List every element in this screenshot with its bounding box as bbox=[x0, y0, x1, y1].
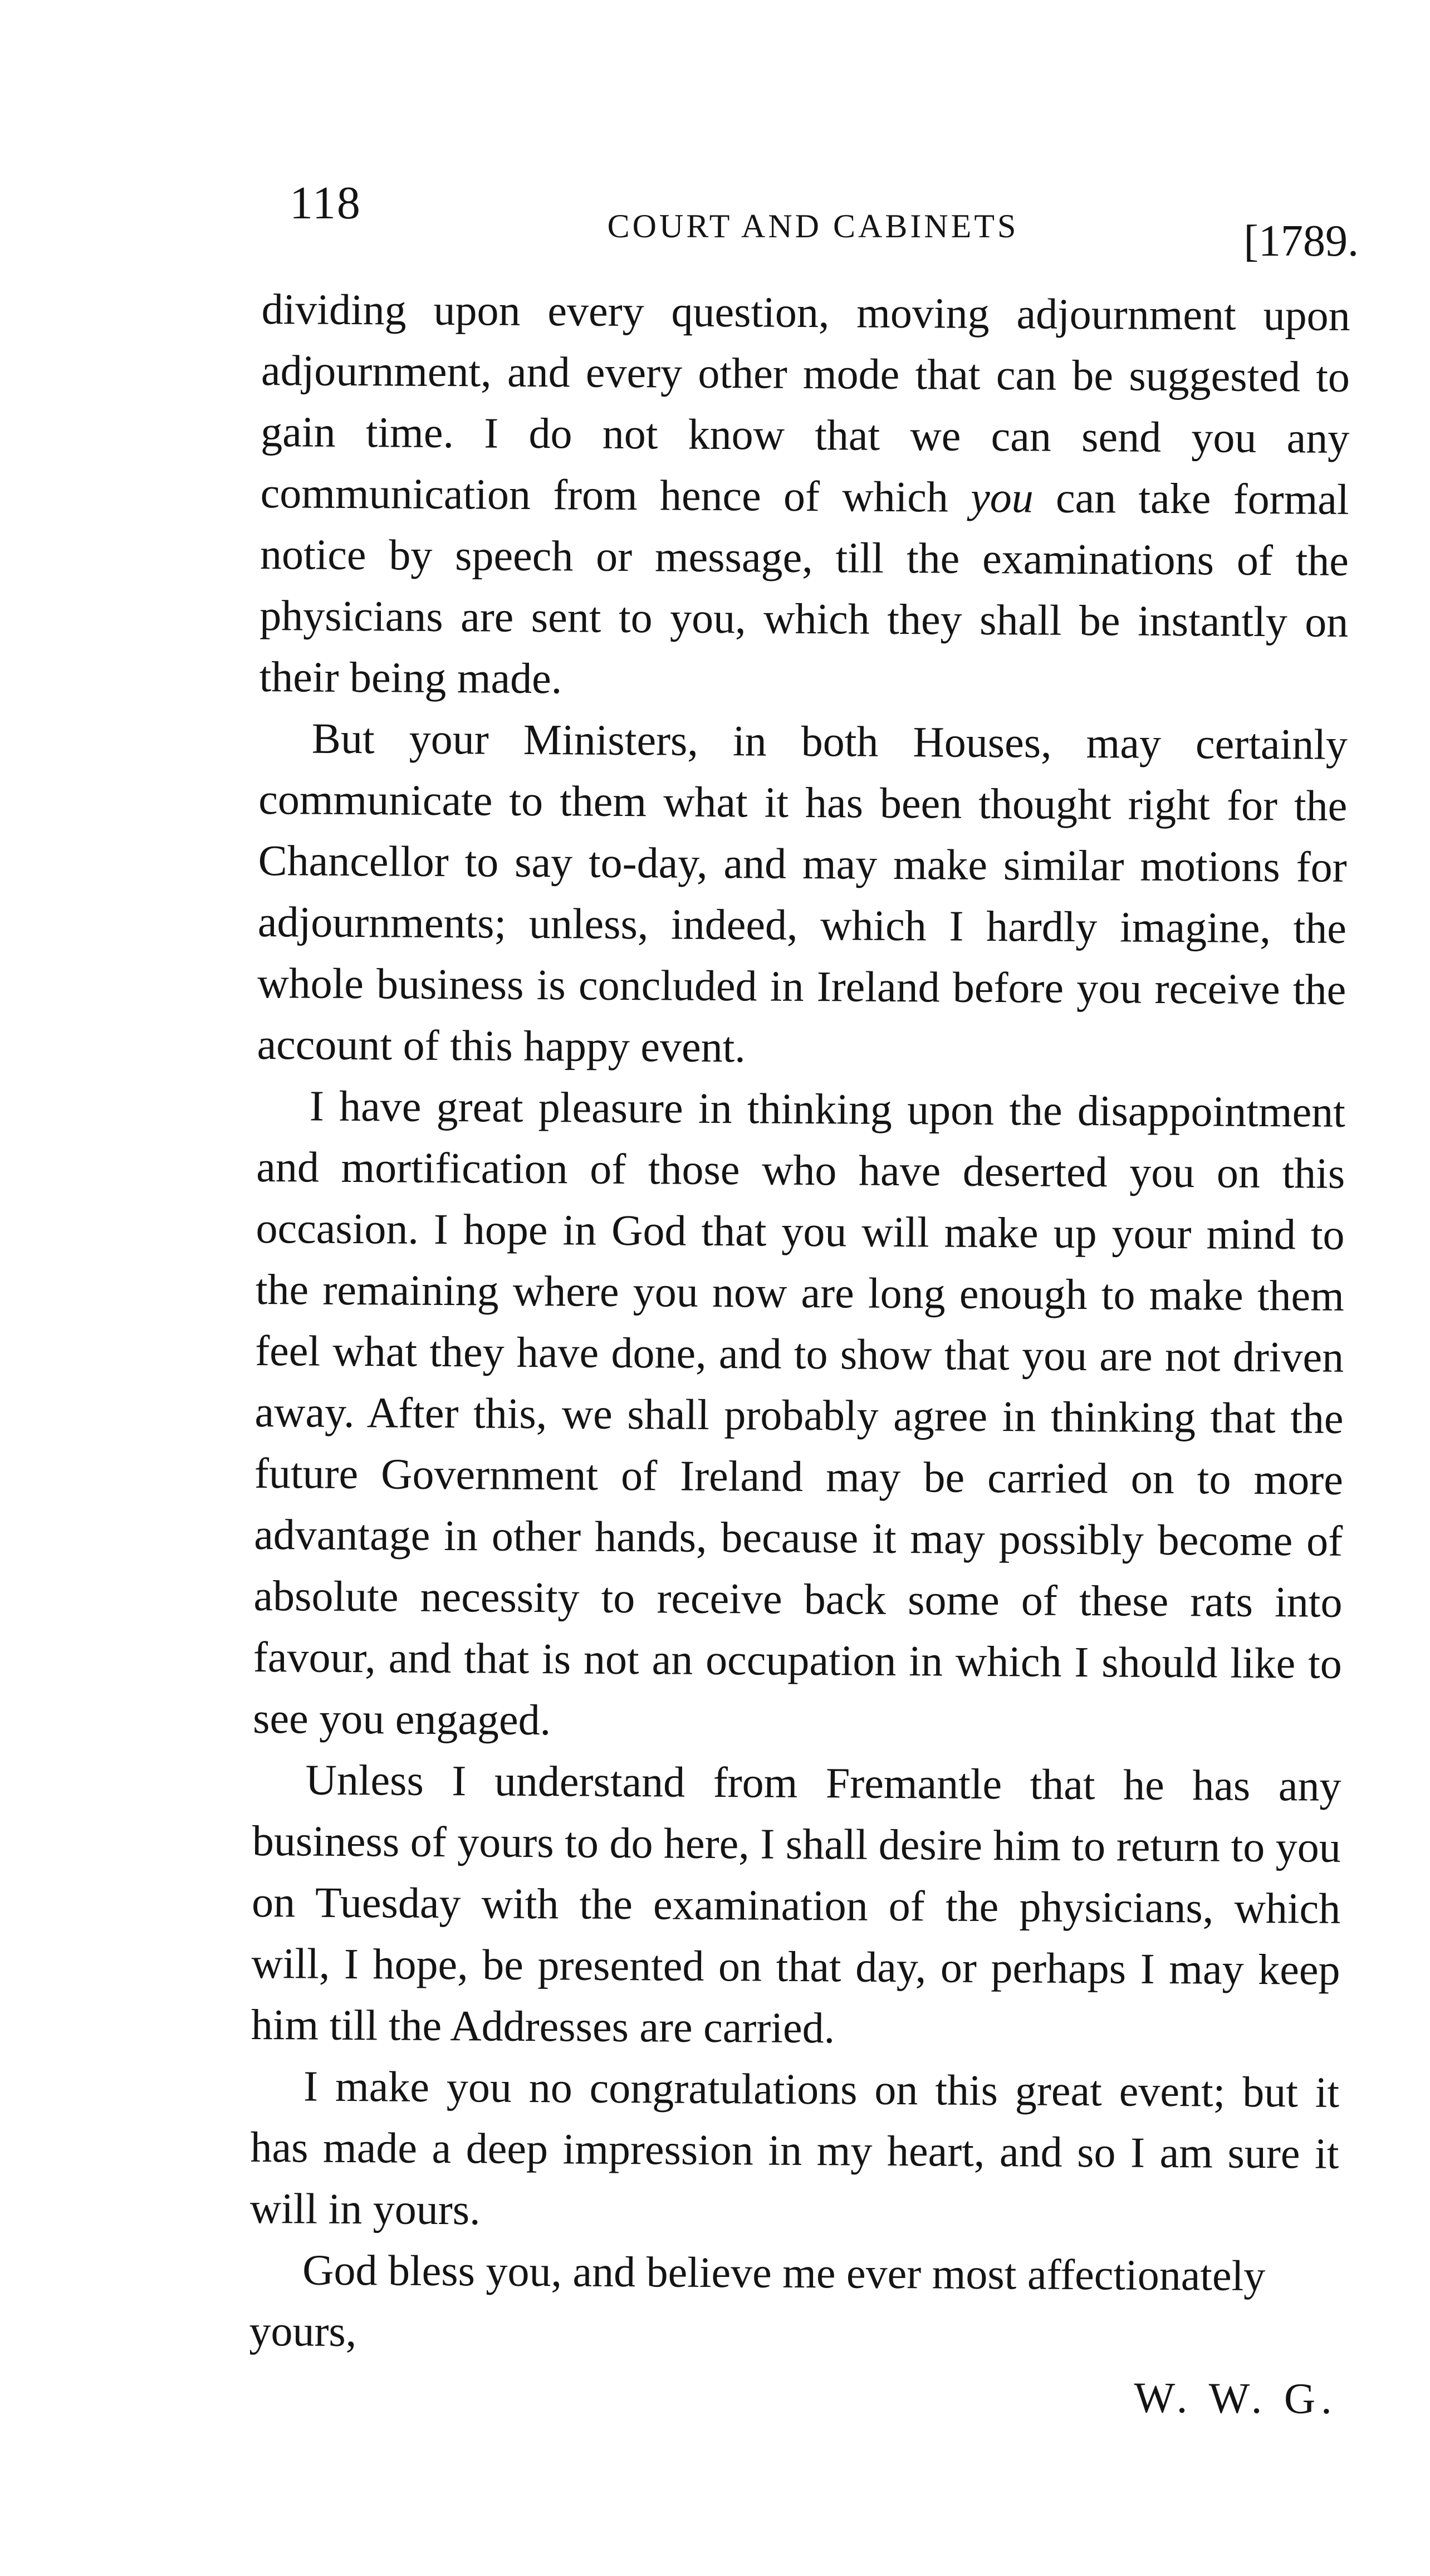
closing-line: God bless you, and believe me ever most affectionately yours, bbox=[249, 2245, 1266, 2356]
paragraph-1-text-b: can take formal notice by speech or message, till the examinations of the physicians are sent to you, which they shall be instantly on their being made. bbox=[259, 473, 1349, 703]
emphasis-you: you bbox=[970, 472, 1034, 522]
signature: W. W. G. bbox=[1134, 2373, 1338, 2423]
page-number: 118 bbox=[290, 177, 361, 229]
letter-body bbox=[248, 278, 1350, 2430]
paragraph-3: I have great pleasure in thinking upon the disappointment and mortification of those who have deserted you on this occasion. I hope in God that you will make up your mind to the remaining where you now are long enough to make them feel what they have done, and to show that you are not driven away. After this, we shall probably agree in thinking that the future Government of Ireland may be carried on to more advantage in other hands, because it may possibly become of absolute necessity to receive back some of these rats into favour, and that is not an occupation in which I should like to see you engaged. bbox=[252, 1081, 1346, 1744]
paragraph-4: Unless I understand from Fremantle that he has any business of yours to do here, I shall desire him to return to you on Tuesday with the examination of the physicians, which will, I hope, be presented on that day, or perhaps I may keep him till the Addresses are carried. bbox=[251, 1755, 1341, 2052]
paragraph-1 bbox=[259, 278, 1350, 714]
running-header bbox=[267, 162, 1359, 273]
running-year: [1789. bbox=[1243, 217, 1359, 266]
paragraph-2: But your Ministers, in both Houses, may certainly communicate to them what it has been thought right for the Chancellor to say to-day, and may make similar motions for adjournments; unless, indeed, which I hardly imagine, the whole business is concluded in Ireland before you receive the account of this happy event. bbox=[257, 713, 1348, 1072]
running-title: COURT AND CABINETS bbox=[607, 208, 1019, 245]
paragraph-5: I make you no congratulations on this great event; but it has made a deep impression in my heart, and so I am sure it will in yours. bbox=[249, 2061, 1340, 2234]
paragraph-1-text-a: dividing upon every question, moving adjournment upon adjournment, and every other mode that can be suggested to gain time. I do not know that we can send you any communication from hence of which bbox=[260, 284, 1350, 521]
